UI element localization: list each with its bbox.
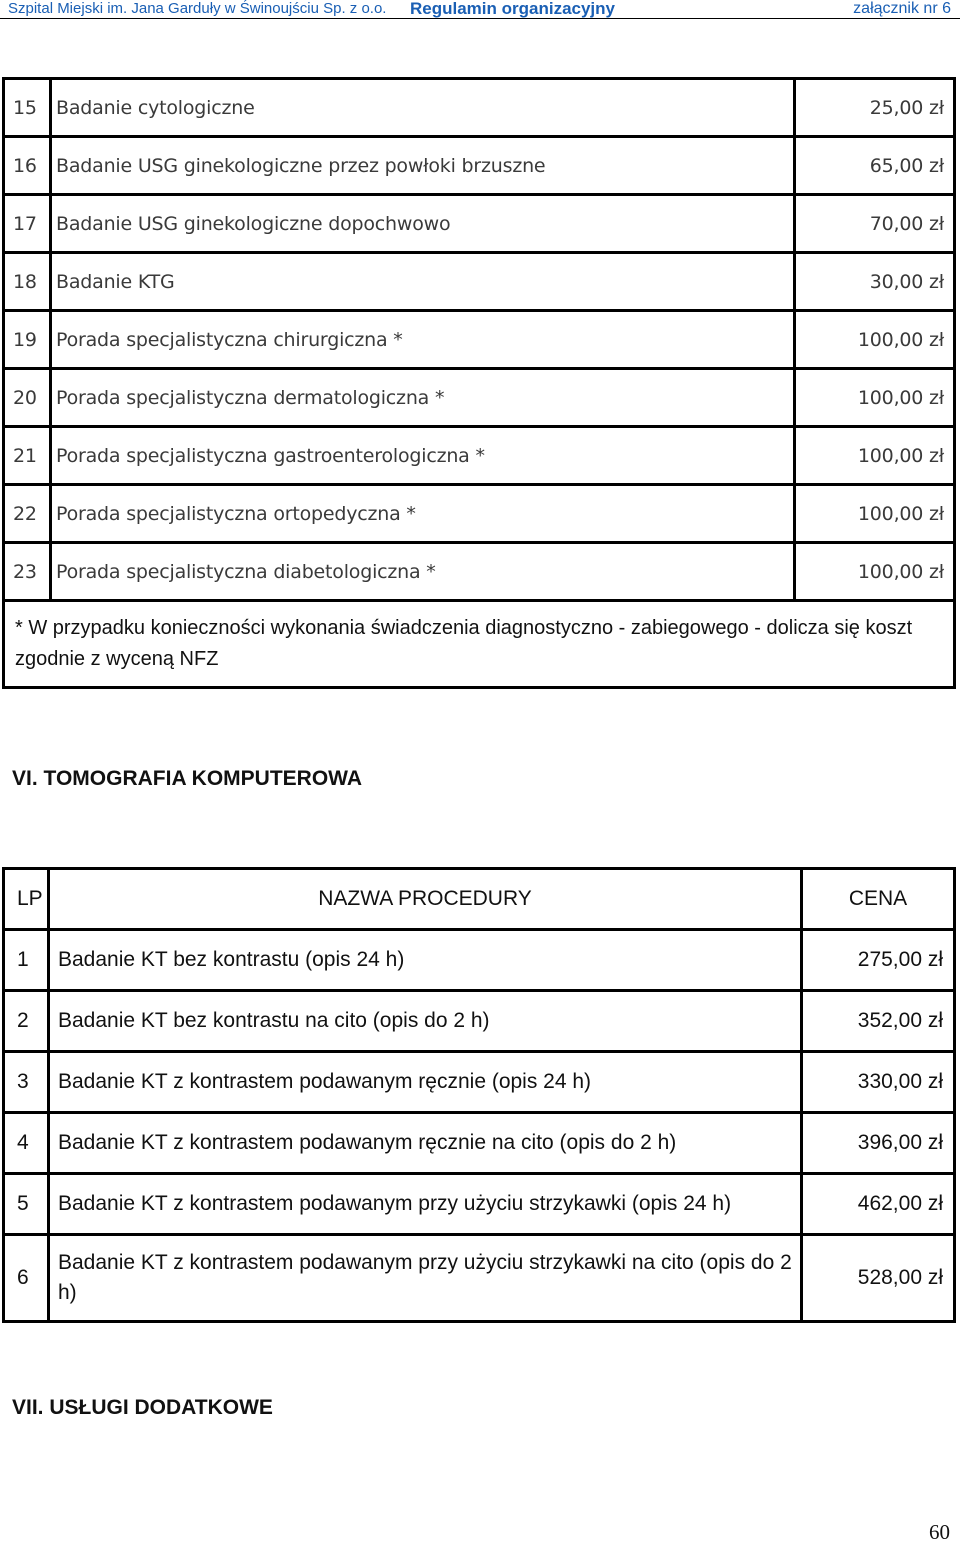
page-header	[0, 0, 960, 19]
header-lp: LP	[4, 869, 49, 930]
row-price: 396,00 zł	[802, 1113, 955, 1174]
row-price: 30,00 zł	[795, 253, 955, 311]
row-lp: 3	[4, 1052, 49, 1113]
row-lp: 15	[4, 79, 51, 137]
row-lp: 1	[4, 930, 49, 991]
row-price: 275,00 zł	[802, 930, 955, 991]
row-price: 100,00 zł	[795, 485, 955, 543]
row-price: 100,00 zł	[795, 427, 955, 485]
table-row	[4, 79, 955, 137]
row-lp: 21	[4, 427, 51, 485]
row-price: 70,00 zł	[795, 195, 955, 253]
table-row	[4, 991, 955, 1052]
table-footnote: * W przypadku konieczności wykonania świadczenia diagnostyczno - zabiegowego - dolicza się koszt zgodnie z wyceną NFZ	[4, 601, 955, 688]
row-lp: 20	[4, 369, 51, 427]
row-name: Badanie KT z kontrastem podawanym przy użyciu strzykawki (opis 24 h)	[49, 1174, 802, 1235]
table-row	[4, 485, 955, 543]
row-lp: 23	[4, 543, 51, 601]
row-price: 462,00 zł	[802, 1174, 955, 1235]
row-lp: 5	[4, 1174, 49, 1235]
table-row	[4, 1174, 955, 1235]
row-lp: 2	[4, 991, 49, 1052]
row-price: 25,00 zł	[795, 79, 955, 137]
header-attachment-label: załącznik nr 6	[853, 0, 951, 17]
row-name: Badanie KT z kontrastem podawanym przy użyciu strzykawki na cito (opis do 2 h)	[49, 1235, 802, 1322]
table-row	[4, 1052, 955, 1113]
row-name: Porada specjalistyczna chirurgiczna *	[51, 311, 795, 369]
table-row	[4, 427, 955, 485]
header-hospital-name: Szpital Miejski im. Jana Garduły w Świnoujściu Sp. z o.o.	[8, 0, 387, 17]
row-name: Badanie USG ginekologiczne przez powłoki brzuszne	[51, 137, 795, 195]
table-row	[4, 253, 955, 311]
table-row	[4, 195, 955, 253]
section-title-ct: VI. TOMOGRAFIA KOMPUTEROWA	[12, 767, 362, 790]
row-price: 100,00 zł	[795, 369, 955, 427]
row-lp: 16	[4, 137, 51, 195]
header-name: NAZWA PROCEDURY	[49, 869, 802, 930]
row-lp: 22	[4, 485, 51, 543]
header-price: CENA	[802, 869, 955, 930]
row-price: 330,00 zł	[802, 1052, 955, 1113]
table-row	[4, 1235, 955, 1322]
row-lp: 17	[4, 195, 51, 253]
row-price: 100,00 zł	[795, 311, 955, 369]
row-price: 528,00 zł	[802, 1235, 955, 1322]
table-row	[4, 311, 955, 369]
row-name: Porada specjalistyczna gastroenterologiczna *	[51, 427, 795, 485]
row-name: Badanie KT bez kontrastu (opis 24 h)	[49, 930, 802, 991]
table-row	[4, 137, 955, 195]
row-price: 100,00 zł	[795, 543, 955, 601]
table-row	[4, 369, 955, 427]
row-name: Badanie KTG	[51, 253, 795, 311]
table-row	[4, 543, 955, 601]
row-name: Badanie KT z kontrastem podawanym ręcznie na cito (opis do 2 h)	[49, 1113, 802, 1174]
ct-price-table	[2, 867, 956, 1323]
page-number: 60	[929, 1520, 950, 1544]
table-row	[4, 1113, 955, 1174]
row-name: Porada specjalistyczna diabetologiczna *	[51, 543, 795, 601]
row-lp: 19	[4, 311, 51, 369]
row-price: 352,00 zł	[802, 991, 955, 1052]
row-name: Porada specjalistyczna dermatologiczna *	[51, 369, 795, 427]
row-name: Badanie cytologiczne	[51, 79, 795, 137]
table-header-row	[4, 869, 955, 930]
table-note-row	[4, 601, 955, 688]
row-lp: 18	[4, 253, 51, 311]
header-document-title: Regulamin organizacyjny	[410, 0, 615, 18]
row-name: Badanie USG ginekologiczne dopochwowo	[51, 195, 795, 253]
row-name: Badanie KT z kontrastem podawanym ręcznie (opis 24 h)	[49, 1052, 802, 1113]
row-lp: 4	[4, 1113, 49, 1174]
section-title-additional-services: VII. USŁUGI DODATKOWE	[12, 1396, 273, 1419]
price-table-continued	[2, 77, 956, 689]
row-price: 65,00 zł	[795, 137, 955, 195]
row-name: Badanie KT bez kontrastu na cito (opis do 2 h)	[49, 991, 802, 1052]
table-row	[4, 930, 955, 991]
row-lp: 6	[4, 1235, 49, 1322]
row-name: Porada specjalistyczna ortopedyczna *	[51, 485, 795, 543]
